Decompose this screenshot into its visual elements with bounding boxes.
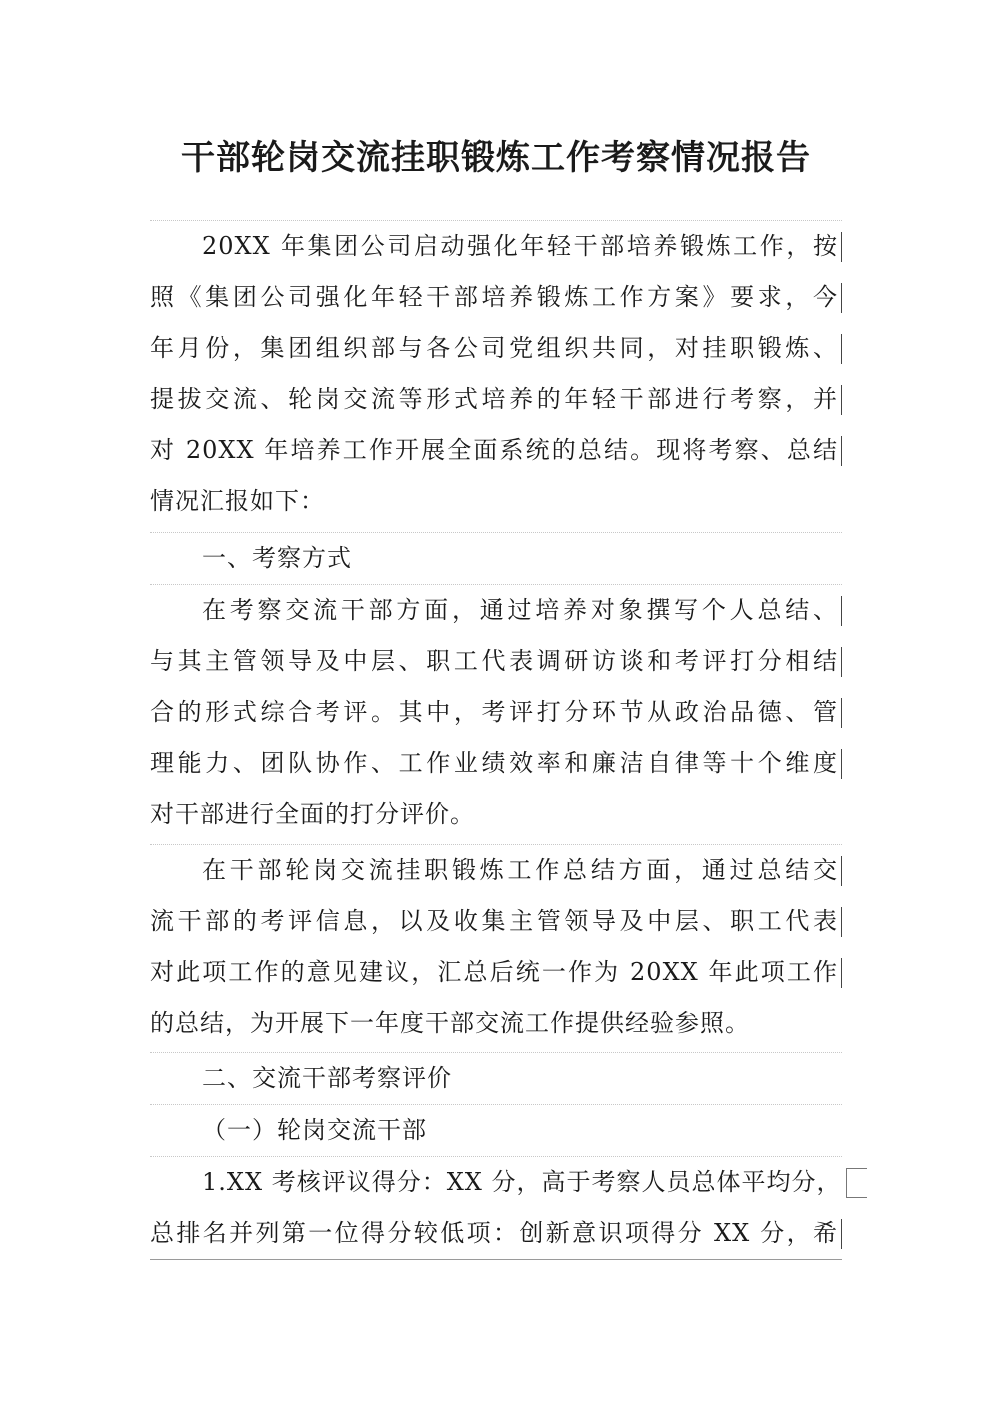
text-line: 对 20XX 年培养工作开展全面系统的总结。现将考察、总结 — [150, 425, 842, 476]
text-line: 与其主管领导及中层、职工代表调研访谈和考评打分相结 — [150, 636, 842, 687]
text-line: 在考察交流干部方面，通过培养对象撰写个人总结、 — [150, 585, 842, 636]
text-line: 理能力、团队协作、工作业绩效率和廉洁自律等十个维度 — [150, 738, 842, 789]
text-line: 对干部进行全面的打分评价。 — [150, 800, 475, 828]
heading-text: （一）轮岗交流干部 — [202, 1116, 427, 1144]
paragraph-intro — [150, 220, 842, 527]
text-line: 在干部轮岗交流挂职锻炼工作总结方面，通过总结交 — [150, 845, 842, 896]
text-line: 对此项工作的意见建议，汇总后统一作为 20XX 年此项工作 — [150, 947, 842, 998]
text-line: 1.XX 考核评议得分：XX 分，高于考察人员总体平均分， — [202, 1168, 842, 1196]
subsection-heading-1 — [150, 1104, 842, 1156]
margin-mark — [846, 1168, 867, 1198]
text-line: 总排名并列第一位得分较低项：创新意识项得分 XX 分，希 — [150, 1208, 842, 1259]
heading-text: 二、交流干部考察评价 — [202, 1064, 452, 1092]
text-line: 流干部的考评信息，以及收集主管领导及中层、职工代表 — [150, 896, 842, 947]
text-line: 提拔交流、轮岗交流等形式培养的年轻干部进行考察，并 — [150, 374, 842, 425]
section-heading-2 — [150, 1052, 842, 1104]
heading-text: 一、考察方式 — [202, 544, 352, 572]
paragraph-method — [150, 584, 842, 840]
paragraph-summary — [150, 844, 842, 1049]
document-title: 干部轮岗交流挂职锻炼工作考察情况报告 — [181, 138, 811, 178]
text-line: 20XX 年集团公司启动强化年轻干部培养锻炼工作，按 — [150, 221, 842, 272]
section-heading-1 — [150, 532, 842, 584]
text-line: 照《集团公司强化年轻干部培养锻炼工作方案》要求，今 — [150, 272, 842, 323]
text-line: 年月份，集团组织部与各公司党组织共同，对挂职锻炼、 — [150, 323, 842, 374]
text-line: 的总结，为开展下一年度干部交流工作提供经验参照。 — [150, 1009, 750, 1037]
text-line: 情况汇报如下： — [150, 487, 325, 515]
paragraph-evaluation — [150, 1156, 842, 1260]
text-line: 合的形式综合考评。其中，考评打分环节从政治品德、管 — [150, 687, 842, 738]
